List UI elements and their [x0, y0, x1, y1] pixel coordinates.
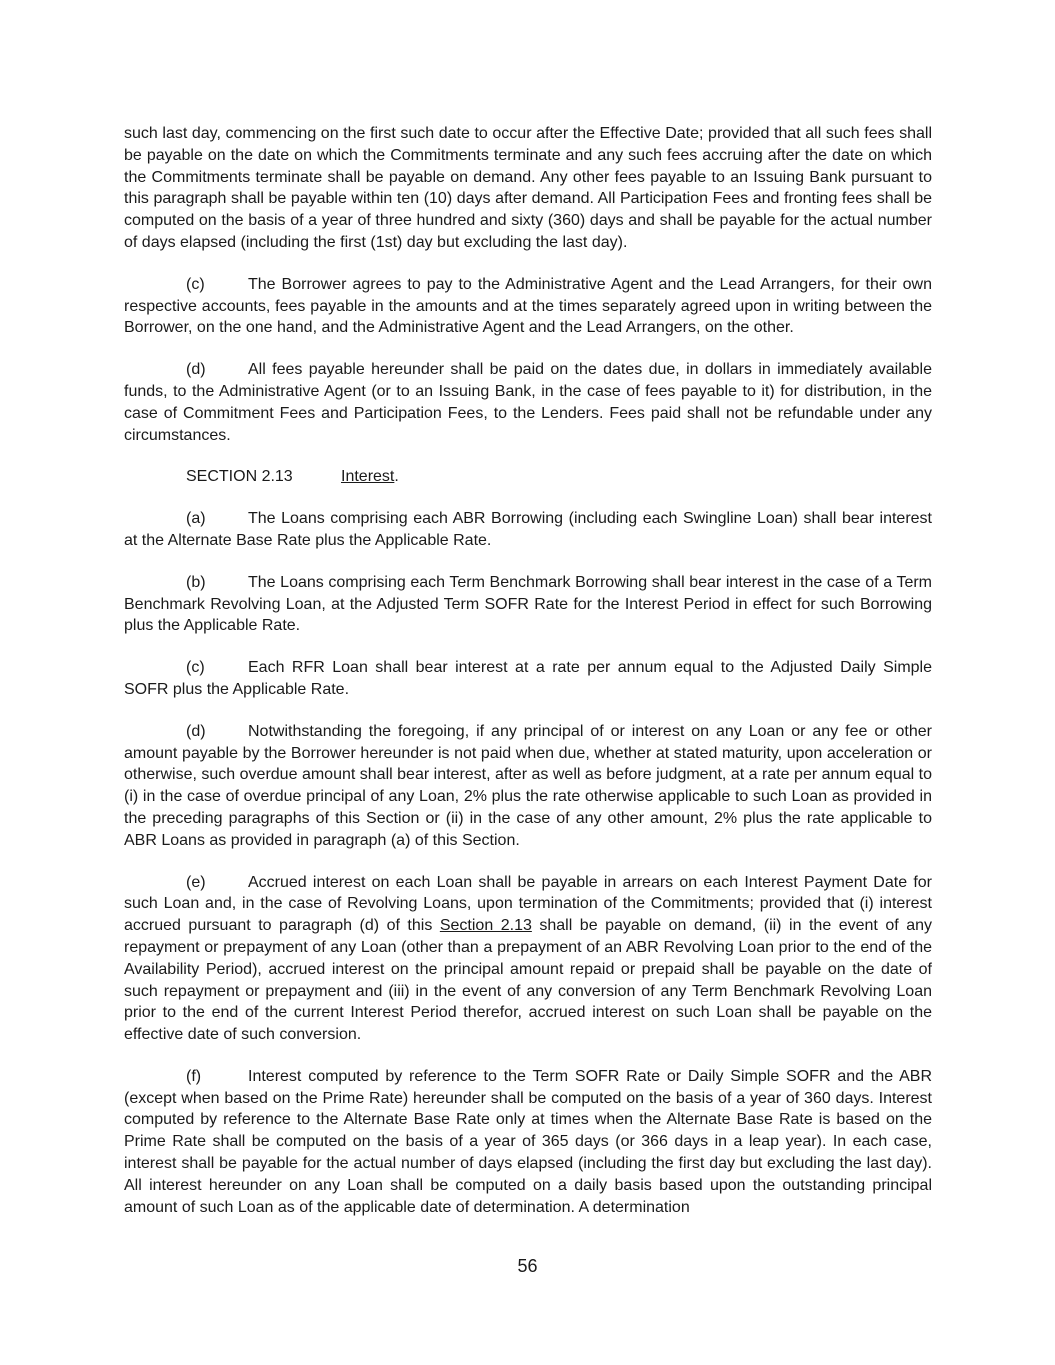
page-number: 56 [517, 1256, 538, 1276]
paragraph-interest-f [124, 1066, 932, 1219]
clause-label: (d) [186, 722, 206, 740]
clause-text: The Borrower agrees to pay to the Administrative Agent and the Lead Arrangers, for their own respective accounts, fees payable in the amounts and at the times separately agreed upon in writing between the Borrower, on the one hand, and the Administrative Agent and the Lead Arrangers, on the other. [124, 275, 932, 337]
section-title: Interest [341, 468, 395, 486]
clause-text: The Loans comprising each ABR Borrowing (including each Swingline Loan) shall bear interest at the Alternate Base Rate plus the Applicable Rate. [124, 510, 932, 549]
section-number: SECTION 2.13 [186, 468, 293, 486]
paragraph-fees-c [124, 274, 932, 339]
paragraph-continuation: such last day, commencing on the first such date to occur after the Effective Date; provided that all such fees shall be payable on the date on which the Commitments terminate and any such fees accruing after the date on which the Commitments terminate shall be payable on demand. Any other fees payable to an Issuing Bank pursuant to this paragraph shall be payable within ten (10) days after demand. All Participation Fees and fronting fees shall be computed on the basis of a year of three hundred and sixty (360) days and shall be payable for the actual number of days elapsed (including the first (1st) day but excluding the last day). [124, 125, 932, 251]
clause-text: All fees payable hereunder shall be paid on the dates due, in dollars in immediately available funds, to the Administrative Agent (or to an Issuing Bank, in the case of fees payable to it) for distribution, in the case of Commitment Fees and Participation Fees, to the Lenders. Fees paid shall not be refundable under any circumstances. [124, 361, 932, 444]
clause-label: (f) [186, 1067, 202, 1085]
paragraph-interest-e [124, 872, 932, 1046]
clause-label: (c) [186, 275, 205, 293]
section-heading [124, 466, 932, 488]
clause-label: (b) [186, 573, 206, 591]
clause-text: Notwithstanding the foregoing, if any principal of or interest on any Loan or any fee or other amount payable by the Borrower hereunder is not paid when due, whether at stated maturity, upon acceleration or otherwise, such overdue amount shall bear interest, after as well as before judgment, at a rate per annum equal to (i) in the case of overdue principal of any Loan, 2% plus the rate otherwise applicable to such Loan as provided in the preceding paragraphs of this Section or (ii) in the case of any other amount, 2% plus the rate applicable to ABR Loans as provided in paragraph (a) of this Section. [124, 722, 932, 849]
clause-label: (d) [186, 361, 206, 379]
paragraph-interest-d [124, 721, 932, 852]
paragraph-interest-c [124, 657, 932, 701]
clause-text: Interest computed by reference to the Term SOFR Rate or Daily Simple SOFR and the ABR (except when based on the Prime Rate) hereunder shall be computed on the basis of a year of 360 days. Interest computed by reference to the Alternate Base Rate only at times when the Alternate Base Rate is based on the Prime Rate shall be computed on the basis of a year of 365 days (or 366 days in a leap year). In each case, interest shall be payable for the actual number of days elapsed (including the first day but excluding the last day). All interest hereunder on any Loan shall be computed on a daily basis based upon the outstanding principal amount of such Loan as of the applicable date of determination. A determination [124, 1067, 932, 1216]
paragraph-interest-a [124, 508, 932, 552]
clause-label: (a) [186, 510, 206, 528]
clause-text: shall be payable on demand, (ii) in the event of any repayment or prepayment of any Loan (other than a prepayment of an ABR Revolving Loan prior to the end of the Availability Period), accrued interest on the principal amount repaid or prepaid shall be payable on the date of such repayment or prepayment and (iii) in the event of any conversion of any Term Benchmark Revolving Loan prior to the end of the current Interest Period therefor, accrued interest on such Loan shall be payable on the effective date of such conversion. [124, 917, 933, 1044]
clause-text: Accrued interest on each Loan shall be payable in arrears on each Interest Payment Date for such Loan and, in the case of Revolving Loans, upon termination of the Commitments; provided that (i) interest accrued pursuant to paragraph (d) of this [124, 873, 932, 935]
clause-text: The Loans comprising each Term Benchmark Borrowing shall bear interest in the case of a Term Benchmark Revolving Loan, at the Adjusted Term SOFR Rate for the Interest Period in effect for such Borrowing plus the Applicable Rate. [124, 573, 932, 635]
paragraph-fees-d [124, 359, 932, 446]
paragraph-interest-b [124, 572, 932, 637]
document-page [124, 123, 932, 1218]
section-cross-reference: Section 2.13 [439, 917, 532, 935]
clause-text: Each RFR Loan shall bear interest at a rate per annum equal to the Adjusted Daily Simple SOFR plus the Applicable Rate. [124, 659, 932, 698]
clause-label: (c) [186, 659, 205, 677]
section-title-period: . [394, 468, 399, 486]
clause-label: (e) [186, 873, 206, 891]
